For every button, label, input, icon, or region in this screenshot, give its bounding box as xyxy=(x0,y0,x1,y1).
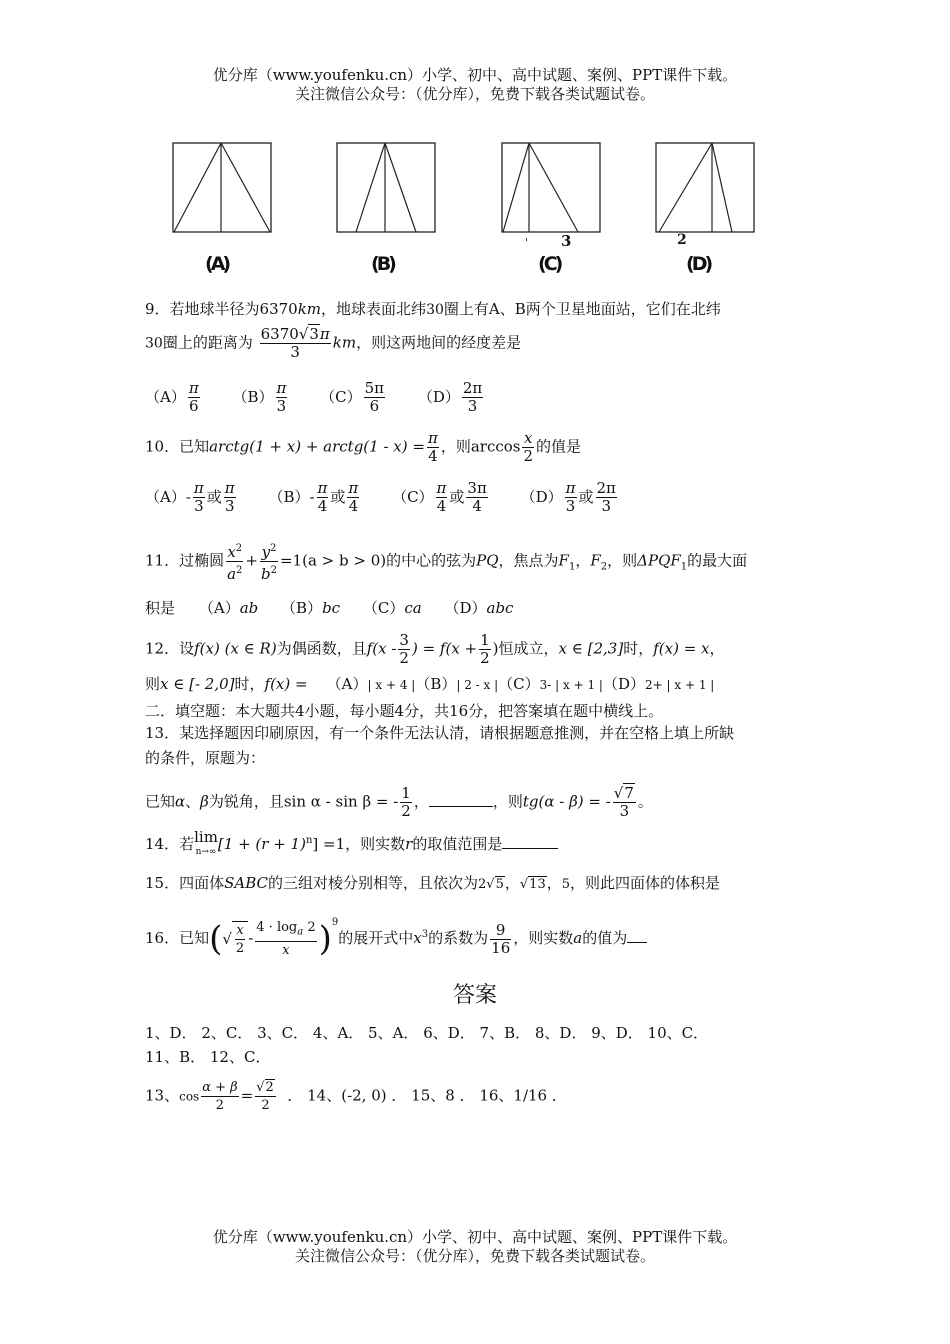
q13-line-1: 13．某选择题因印刷原因，有一个条件无法认清，请根据题意推测，并在空格上填上所缺 xyxy=(145,724,735,742)
figure-c-mark-2: 3 xyxy=(561,232,572,250)
q13-answer-blank[interactable] xyxy=(429,806,493,807)
q9-options: （A） $\frac{\pi}{6}$ （B） $\frac{\pi}{3}$ （C） $\frac{5\pi}{6}$ （D） $\frac{2\pi}{3}$ xyxy=(145,379,483,415)
answers-line-2: 11、B． 12、C． xyxy=(145,1048,271,1066)
q10-line-1: 10．已知arctg(1 + x) + arctg(1 - x) = $\frac{\pi}{4}$ ，则arccos $\frac{x}{2}$ 的值是 xyxy=(145,429,582,465)
q14-answer-blank[interactable] xyxy=(502,848,558,849)
figure-c xyxy=(501,142,601,234)
q9-line-2: 30圈上的距离为 $\frac{6370√3\pi}{3}$ km，则这两地间的经度差是 xyxy=(145,325,522,361)
q14-line: 14．若 lim n→∞ $[1 + (r + 1)^n] =1$，则实数r的取值范围是 xyxy=(145,830,558,860)
figure-c-mark-1: ' xyxy=(525,236,529,249)
footer-line-2: 关注微信公众号：（优分库），免费下载各类试题试卷。 xyxy=(294,1247,655,1265)
figure-d xyxy=(655,142,755,234)
header-line-2: 关注微信公众号：（优分库），免费下载各类试题试卷。 xyxy=(294,85,655,103)
q16-answer-blank[interactable] xyxy=(627,942,647,943)
answers-title: 答案 xyxy=(452,983,497,1008)
q9-distance-fraction: $\frac{6370√3\pi}{3}$ xyxy=(260,325,330,361)
q11-line-1: 11．过椭圆 $\frac{x^2}{a^2}$ + $\frac{y^2}{b^2}$ =1(a > b > 0)的中心的弦为PQ，焦点为$F_1$，$F_2$，则$\Delta PQF_1$的最大面 xyxy=(145,540,747,583)
q16-line: 16．已知(√ $\frac{x}{2}$ - $\frac{4 \cdot \log_a 2}{x}$ )$^9$的展开式中$x^3$的系数为 $\frac{9}{16}$ ，则实数a的值为 xyxy=(145,912,647,959)
q13-line-2: 的条件，原题为： xyxy=(145,749,266,767)
header-line-1: 优分库（www.youfenku.cn）小学、初中、高中试题、案例、PPT课件下载。 xyxy=(212,66,738,84)
figure-label-d: (D) xyxy=(686,253,711,275)
figure-d-mark: 2 xyxy=(677,232,687,248)
q11-line-2: 积是 （A）ab （B）bc （C）ca （D）abc xyxy=(145,599,514,617)
q12-line-1: 12．设f(x) (x ∈ R)为偶函数，且f(x - $\frac{3}{2}$ ) = f(x + $\frac{1}{2}$ )恒成立，x ∈ [2,3]时，f(x) = x， xyxy=(145,631,725,667)
answers-line-1: 1、D． 2、C． 3、C． 4、A． 5、A． 6、D． 7、B． 8、D． 9、D． 10、C． xyxy=(145,1024,709,1042)
footer-line-1: 优分库（www.youfenku.cn）小学、初中、高中试题、案例、PPT课件下载。 xyxy=(212,1228,738,1246)
q12-line-2: 则x ∈ [- 2,0]时，f(x) = （A）| x + 4 |（B）| 2 - x |（C）3- | x + 1 |（D）2+ | x + 1 | xyxy=(145,675,715,693)
section-2-heading: 二．填空题：本大题共4小题，每小题4分，共16分，把答案填在题中横线上。 xyxy=(145,702,664,720)
answers-line-3: 13、cos $\frac{\alpha + \beta}{2}$ = $\frac{√2}{2}$ ． 14、(-2, 0) ． 15、8 ． 16、1/16 ． xyxy=(145,1080,567,1113)
figure-a xyxy=(172,142,272,234)
q10-options: （A）- $\frac{\pi}{3}$ 或 $\frac{\pi}{3}$ （B）- $\frac{\pi}{4}$ 或 $\frac{\pi}{4}$ （C） $\frac{\pi}{4}$ 或 $\frac{3\pi}{4}$ （D） $\frac{\pi}{3}$ 或 $\frac{2\pi}{3}$ xyxy=(145,479,616,515)
figure-label-b: (B) xyxy=(371,253,394,275)
q15-line: 15．四面体SABC的三组对棱分别相等，且依次为2√5，√13，5，则此四面体的体积是 xyxy=(145,874,721,892)
figure-b xyxy=(336,142,436,234)
q13-line-3: 已知α、β为锐角，且sin α - sin β = - $\frac{1}{2}$ ， ，则tg(α - β) = - $\frac{√7}{3}$ 。 xyxy=(145,784,653,820)
q9-line-1: 9．若地球半径为6370km，地球表面北纬30圈上有A、B两个卫星地面站，它们在北纬 xyxy=(145,300,721,318)
figure-label-a: (A) xyxy=(205,253,229,275)
figure-label-c: (C) xyxy=(538,253,561,275)
